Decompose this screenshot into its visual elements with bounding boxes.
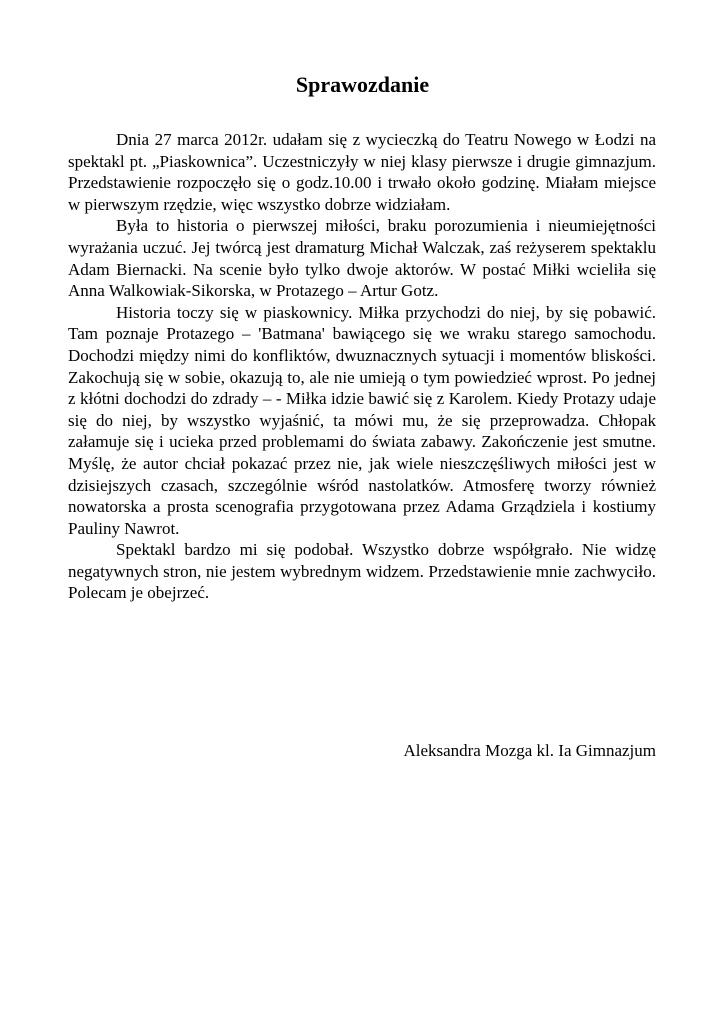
document-title: Sprawozdanie xyxy=(295,72,430,97)
author-signature: Aleksandra Mozga kl. Ia Gimnazjum xyxy=(403,741,656,760)
paragraph-story-authors: Była to historia o pierwszej miłości, braku porozumienia i nieumiejętności wyrażania uczuć. Jej twórcą jest dramaturg Michał Walczak, zaś reżyserem spektaklu Adam Biernacki. Na scenie było tylko dwoje aktorów. W postać Miłki wcieliła się Anna Walkowiak-Sikorska, w Protazego – Artur Gotz. xyxy=(68,216,656,301)
paragraph-opinion: Spektakl bardzo mi się podobał. Wszystko dobrze współgrało. Nie widzę negatywnych stron, nie jestem wybrednym widzem. Przedstawienie mnie zachwyciło. Polecam je obejrzeć. xyxy=(68,540,656,603)
document-body xyxy=(68,129,656,604)
paragraph-trip: Dnia 27 marca 2012r. udałam się z wycieczką do Teatru Nowego w Łodzi na spektakl pt. „Piaskownica”. Uczestniczyły w niej klasy pierwsze i drugie gimnazjum. Przedstawienie rozpoczęło się o godz.10.00 i trwało około godzinę. Miałam miejsce w pierwszym rzędzie, więc wszystko dobrze widziałam. xyxy=(68,130,656,214)
paragraph-plot: Historia toczy się w piaskownicy. Miłka przychodzi do niej, by się pobawić. Tam poznaje Protazego – 'Batmana' bawiącego się we wraku starego samochodu. Dochodzi między nimi do konfliktów, dwuznacznych sytuacji i momentów bliskości. Zakochują się w sobie, okazują to, ale nie umieją o tym powiedzieć wprost. Po jednej z kłótni dochodzi do zdrady – - Miłka idzie bawić się z Karolem. Kiedy Protazy udaje się do niej, by wszystko wyjaśnić, ta mówi mu, że się przeprowadza. Chłopak załamuje się i ucieka przed problemami do świata zabawy. Zakończenie jest smutne. Myślę, że autor chciał pokazać przez nie, jak wiele nieszczęśliwych miłości jest w dzisiejszych czasach, szczególnie wśród nastolatków. Atmosferę tworzy również nowatorska a prosta scenografia przygotowana przez Adama Grządziela i kostiumy Pauliny Nawrot. xyxy=(68,302,656,538)
